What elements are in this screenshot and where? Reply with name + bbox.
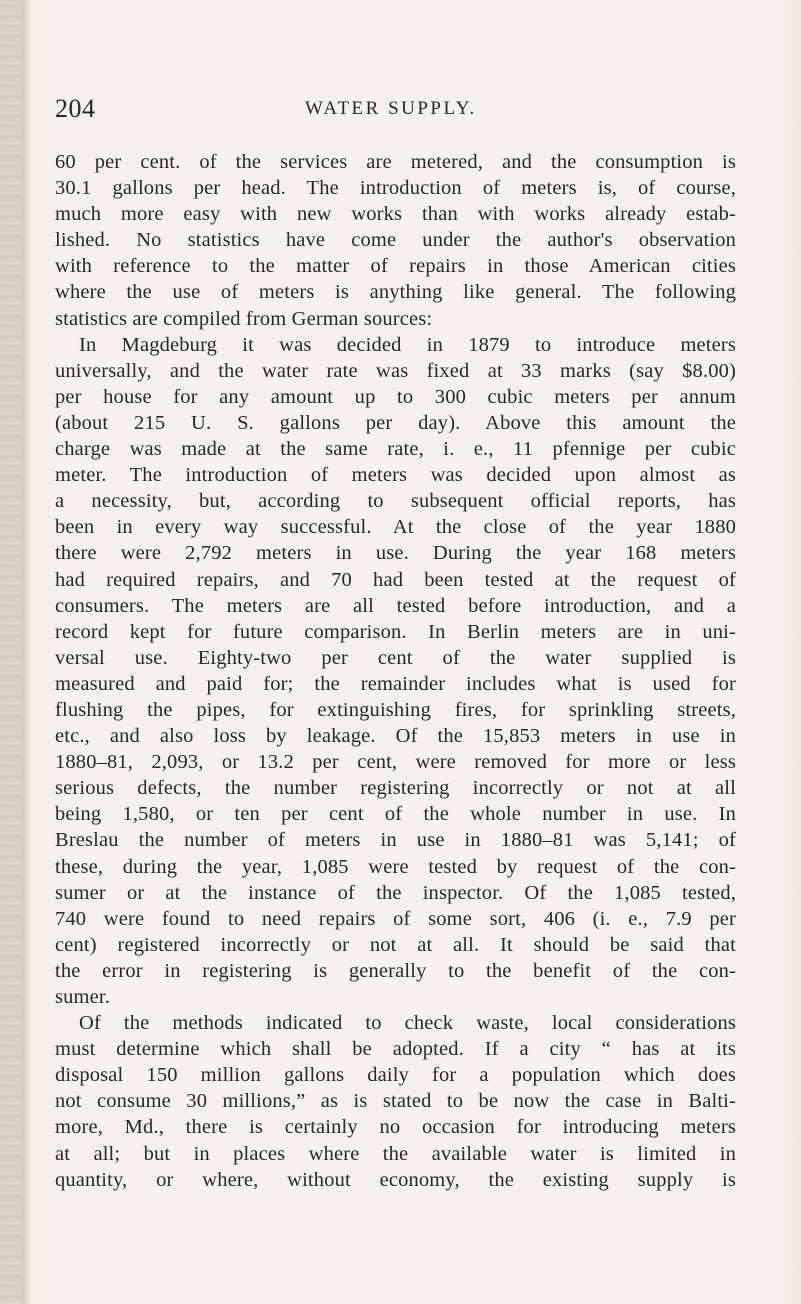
page-header — [55, 94, 735, 128]
text-line: serious defects, the number registering incorrectly or not at all — [55, 777, 736, 800]
text-line: charge was made at the same rate, i. e., 11 pfennige per cubic — [55, 438, 736, 461]
body-text — [55, 149, 736, 1193]
page-number: 204 — [55, 94, 96, 123]
text-line: there were 2,792 meters in use. During the year 168 meters — [55, 542, 736, 565]
text-line: a necessity, but, according to subsequent official reports, has — [55, 490, 736, 513]
text-line: 1880–81, 2,093, or 13.2 per cent, were removed for more or less — [55, 751, 736, 774]
text-line: Breslau the number of meters in use in 1880–81 was 5,141; of — [55, 829, 736, 852]
text-line: being 1,580, or ten per cent of the whole number in use. In — [55, 803, 736, 826]
text-line: been in every way successful. At the close of the year 1880 — [55, 516, 736, 539]
text-line: with reference to the matter of repairs in those American cities — [55, 255, 736, 278]
text-line: more, Md., there is certainly no occasion for introducing meters — [55, 1116, 736, 1139]
text-line: 60 per cent. of the services are metered, and the consumption is — [55, 151, 736, 173]
text-line: versal use. Eighty-two per cent of the water supplied is — [55, 646, 736, 669]
text-line: much more easy with new works than with works already estab- — [55, 203, 736, 226]
text-line: had required repairs, and 70 had been tested at the request of — [55, 568, 736, 591]
text-line: etc., and also loss by leakage. Of the 15,853 meters in use in — [55, 725, 736, 748]
text-line: where the use of meters is anything like general. The following — [55, 281, 736, 304]
text-line: lished. No statistics have come under the author's observation — [55, 229, 736, 252]
text-line: statistics are compiled from German sources: — [55, 307, 433, 330]
paragraph — [55, 1010, 736, 1193]
text-line: sumer or at the instance of the inspector. Of the 1,085 tested, — [55, 881, 736, 904]
paragraph — [55, 149, 736, 332]
text-line: meter. The introduction of meters was decided upon almost as — [55, 464, 736, 487]
text-line: measured and paid for; the remainder includes what is used for — [55, 672, 736, 695]
book-binding-edge — [0, 0, 22, 1304]
text-line: 30.1 gallons per head. The introduction of meters is, of course, — [55, 177, 736, 200]
text-line: these, during the year, 1,085 were tested by request of the con- — [55, 855, 736, 878]
text-line: sumer. — [55, 986, 110, 1008]
text-line: must determine which shall be adopted. If a city “ has at its — [55, 1038, 736, 1061]
running-head: WATER SUPPLY. — [305, 98, 477, 119]
text-line: per house for any amount up to 300 cubic meters per annum — [55, 385, 736, 408]
binding-shadow — [22, 0, 32, 1304]
text-line: at all; but in places where the available water is limited in — [55, 1142, 736, 1165]
text-line: flushing the pipes, for extinguishing fires, for sprinkling streets, — [55, 698, 736, 721]
text-line: quantity, or where, without economy, the existing supply is — [55, 1168, 736, 1191]
text-line: In Magdeburg it was decided in 1879 to introduce meters — [79, 333, 736, 356]
text-line: cent) registered incorrectly or not at all. It should be said that — [55, 933, 736, 956]
text-line: the error in registering is generally to the benefit of the con- — [55, 959, 736, 982]
text-line: consumers. The meters are all tested before introduction, and a — [55, 594, 736, 617]
text-line: universally, and the water rate was fixed at 33 marks (say $8.00) — [55, 359, 736, 382]
text-line: record kept for future comparison. In Berlin meters are in uni- — [55, 620, 736, 643]
text-line: disposal 150 million gallons daily for a population which does — [55, 1064, 736, 1087]
text-line: (about 215 U. S. gallons per day). Above this amount the — [55, 411, 736, 434]
paragraph — [55, 332, 736, 1010]
text-line: not consume 30 millions,” as is stated to be now the case in Balti- — [55, 1090, 736, 1113]
text-line: 740 were found to need repairs of some sort, 406 (i. e., 7.9 per — [55, 907, 736, 930]
text-line: Of the methods indicated to check waste, local considerations — [79, 1012, 736, 1035]
